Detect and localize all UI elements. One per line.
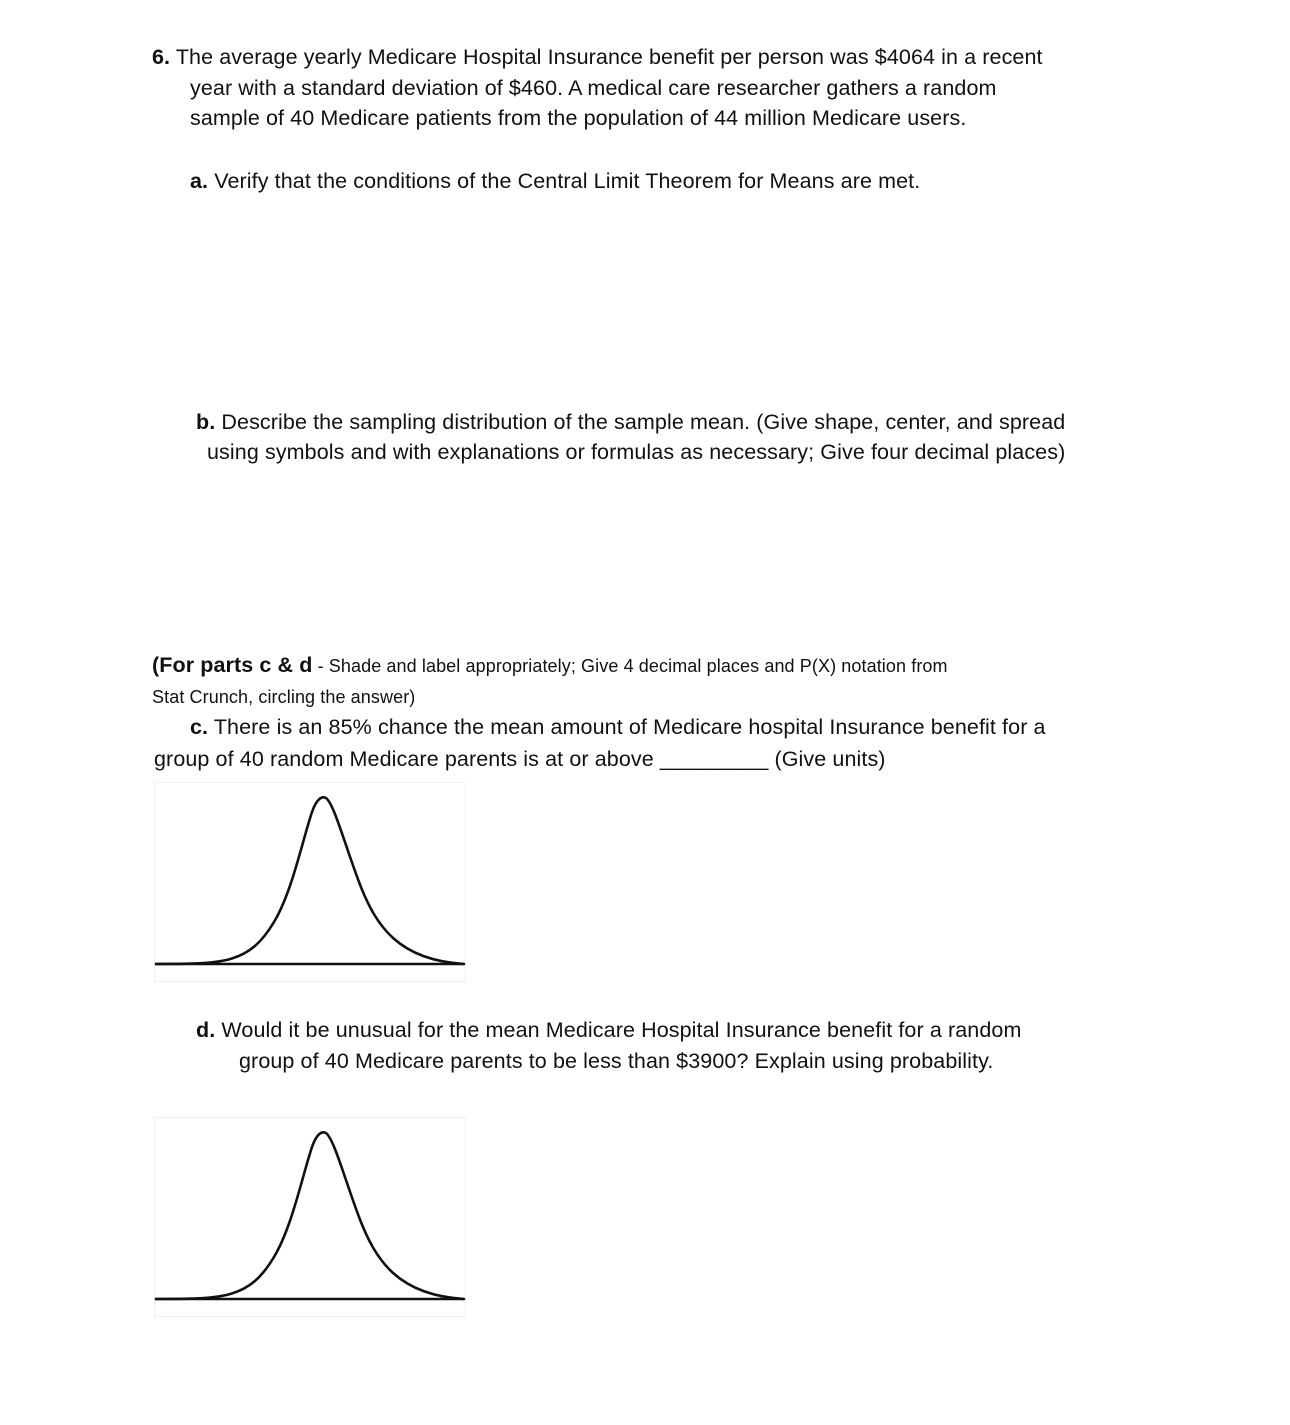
normal-curve-icon (154, 1117, 466, 1317)
part-d-label: d. (196, 1018, 216, 1042)
instructions-line-2: Stat Crunch, circling the answer) (152, 687, 416, 707)
instructions-text: - Shade and label appropriately; Give 4 decimal places and P(X) notation from (312, 656, 948, 676)
curve-frame (155, 783, 466, 982)
part-a-prompt (190, 166, 920, 196)
curve-frame (155, 1118, 466, 1317)
part-c-text-1: There is an 85% chance the mean amount of Medicare hospital Insurance benefit for a (208, 715, 1046, 739)
part-b-line-1 (196, 407, 1065, 437)
part-b-text-1: Describe the sampling distribution of the sample mean. (Give shape, center, and spread (215, 410, 1066, 434)
part-b-line-2: using symbols and with explanations or formulas as necessary; Give four decimal places) (207, 440, 1066, 464)
part-b-label: b. (196, 410, 216, 434)
instructions-line-1 (152, 650, 948, 681)
bell-curve-path (156, 797, 464, 964)
part-d-line-2: group of 40 Medicare parents to be less than $3900? Explain using probability. (239, 1049, 994, 1073)
part-c-line-1 (190, 712, 1046, 742)
instructions-heading: (For parts c & d (152, 653, 313, 677)
question-6-line-2: year with a standard deviation of $460. A medical care researcher gathers a random (190, 76, 997, 100)
question-6-text-1: The average yearly Medicare Hospital Insurance benefit per person was $4064 in a recent (170, 45, 1043, 69)
normal-curve-icon (154, 782, 466, 982)
bell-curve-path (156, 1132, 464, 1299)
part-c-line-2: group of 40 random Medicare parents is at or above _________ (Give units) (154, 747, 886, 771)
part-d-text-1: Would it be unusual for the mean Medicare Hospital Insurance benefit for a random (215, 1018, 1022, 1042)
question-number: 6. (152, 45, 171, 69)
question-6-line-3: sample of 40 Medicare patients from the population of 44 million Medicare users. (190, 106, 967, 130)
question-6-line-1 (152, 42, 1043, 72)
part-a-label: a. (190, 169, 209, 193)
part-c-label: c. (190, 715, 209, 739)
part-d-line-1 (196, 1015, 1021, 1045)
part-a-text: Verify that the conditions of the Central Limit Theorem for Means are met. (208, 169, 921, 193)
